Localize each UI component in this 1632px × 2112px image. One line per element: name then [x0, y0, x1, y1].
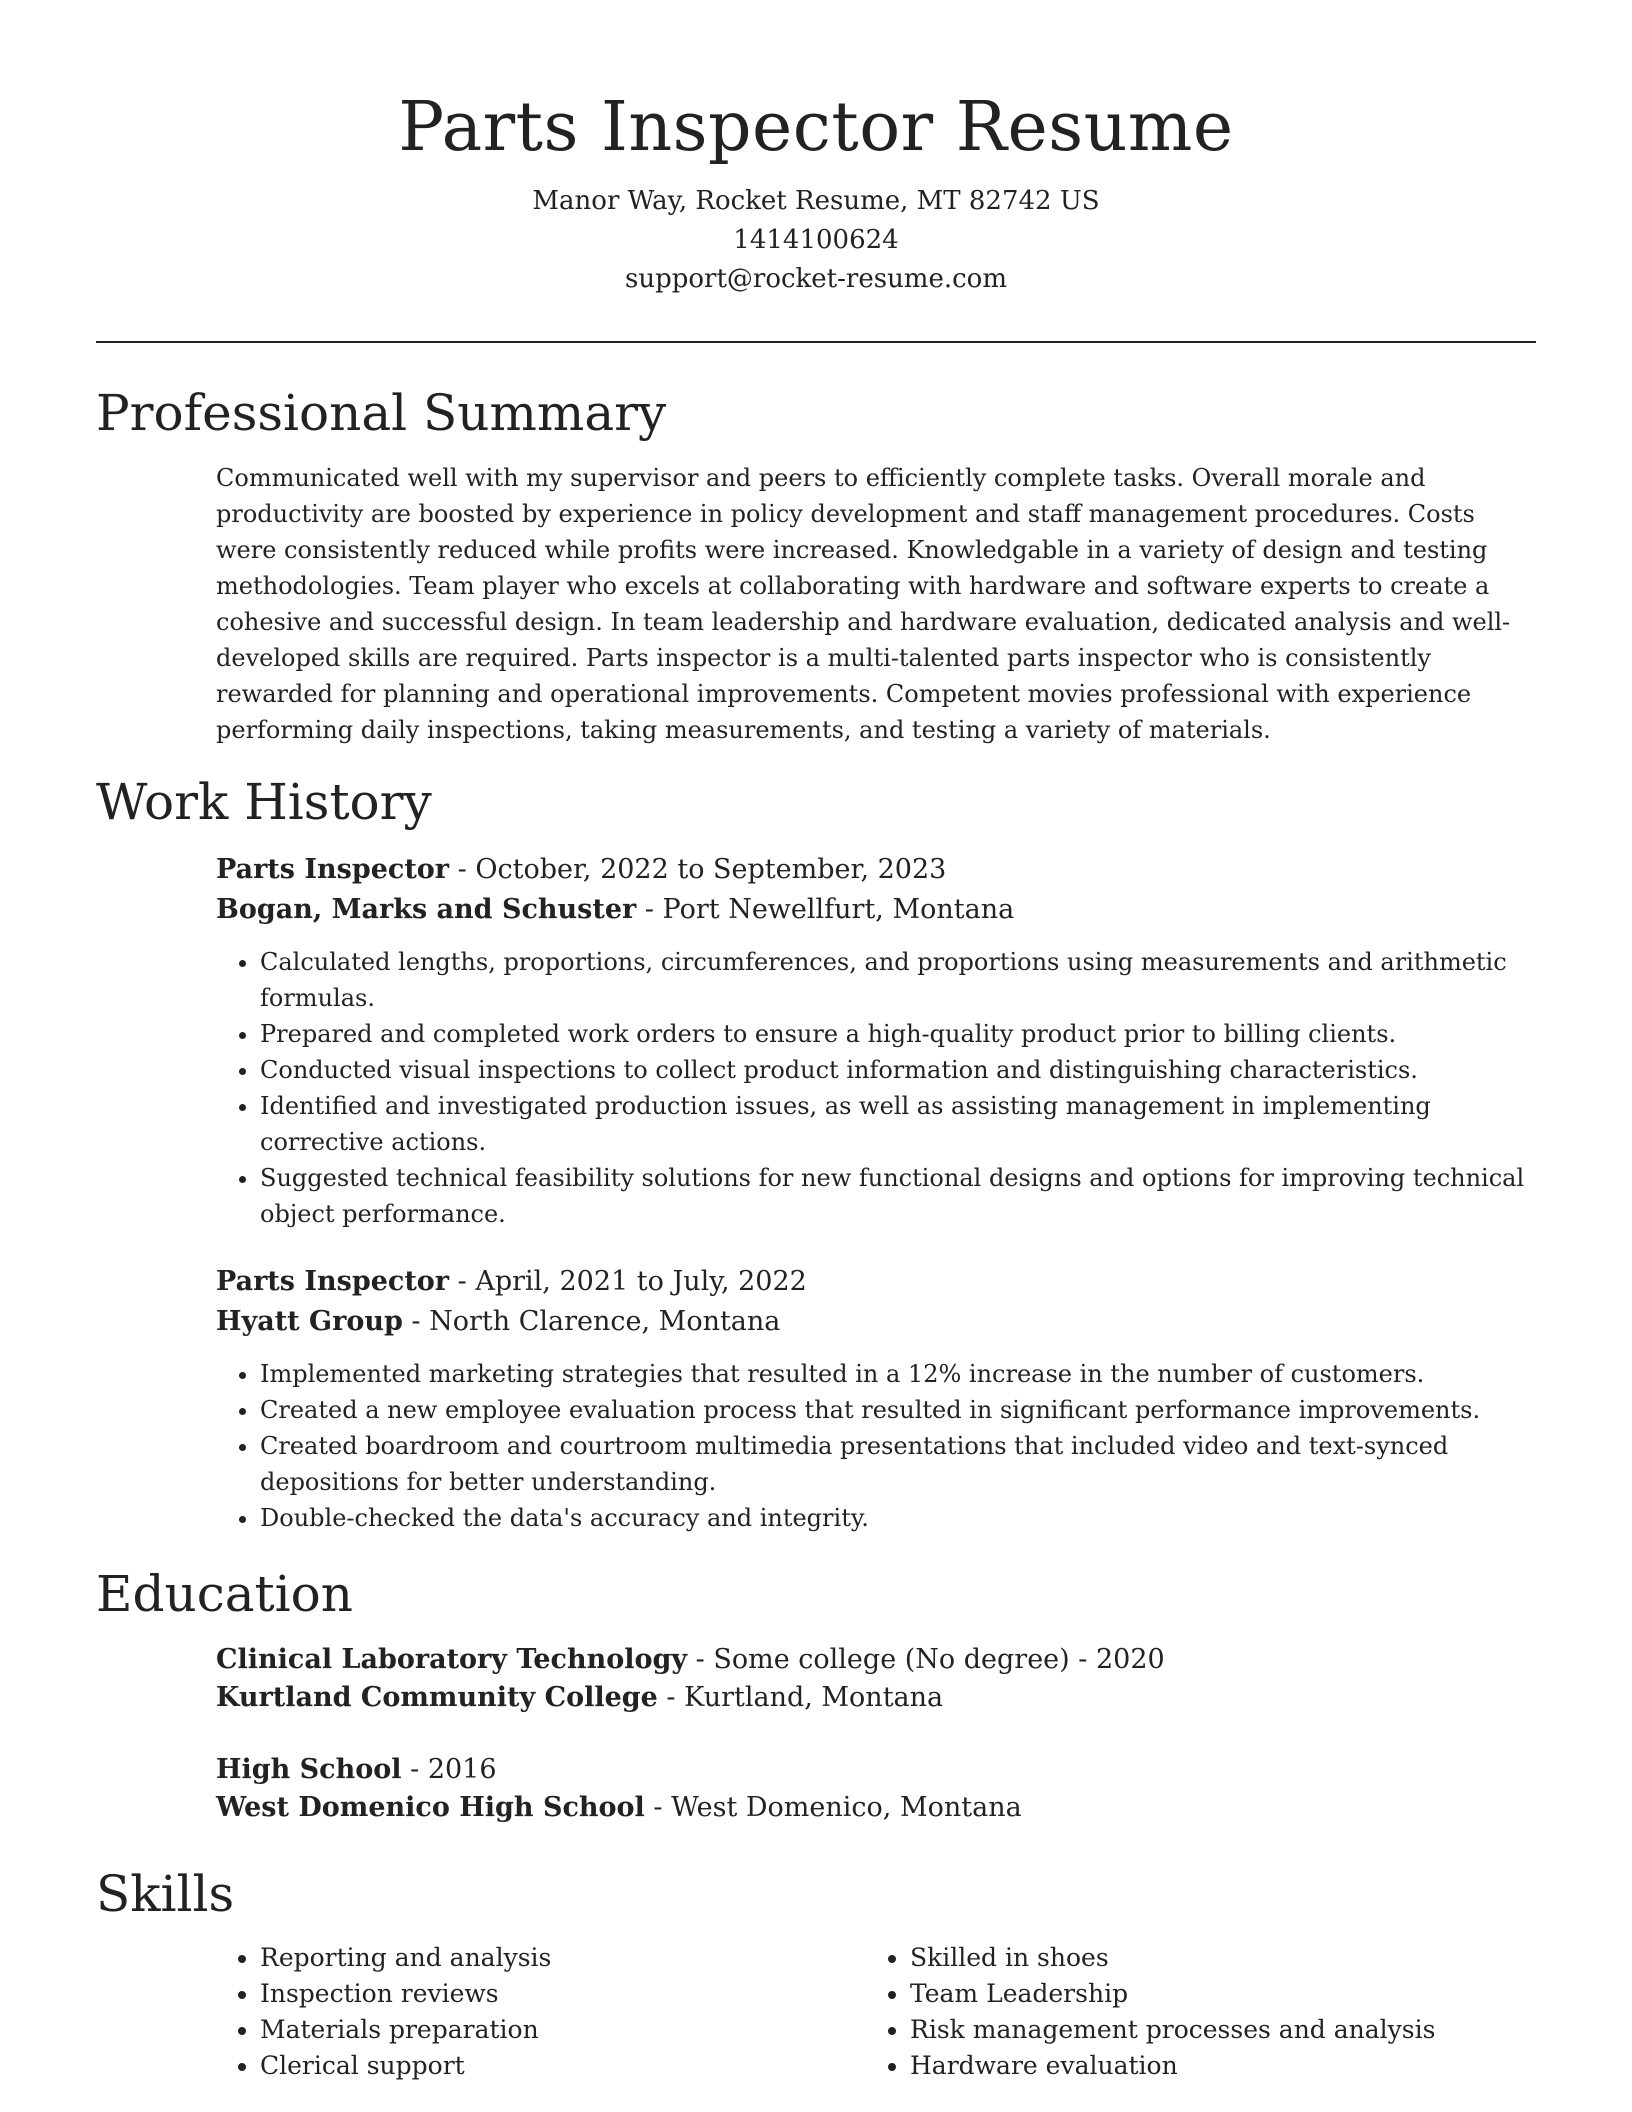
education-entry	[216, 1641, 1536, 1717]
education-school-line	[216, 1679, 1536, 1717]
job-bullet: • Identified and investigated production issues, as well as assisting management in implementing corrective actions.	[260, 1088, 1536, 1160]
job-bullet: • Conducted visual inspections to collect product information and distinguishing characteristics.	[260, 1052, 1536, 1088]
job-bullet: • Implemented marketing strategies that resulted in a 12% increase in the number of customers.	[260, 1356, 1536, 1392]
contact-address: Manor Way, Rocket Resume, MT 82742 US	[532, 186, 1100, 216]
skill-item: • Skilled in shoes	[910, 1940, 1516, 1976]
summary-text: Communicated well with my supervisor and peers to efficiently complete tasks. Overall morale and productivity are boosted by experience in policy development and staff management procedures. Costs were consistently reduced while profits were increased. Knowledgable in a variety of design and testing methodologies. Team player who excels at collaborating with hardware and software experts to create a cohesive and successful design. In team leadership and hardware evaluation, dedicated analysis and well-developed skills are required. Parts inspector is a multi-talented parts inspector who is consistently rewarded for planning and operational improvements. Competent movies professional with experience performing daily inspections, taking measurements, and testing a variety of materials.	[216, 464, 1511, 744]
skill-item: • Materials preparation	[260, 2012, 866, 2048]
job-entry	[216, 1262, 1536, 1536]
education-school-line	[216, 1789, 1536, 1827]
job-company: Bogan, Marks and Schuster	[216, 894, 637, 925]
education-entry	[216, 1751, 1536, 1827]
contact-email: support@rocket-resume.com	[624, 264, 1007, 294]
education-detail: - 2016	[401, 1754, 497, 1785]
education-location: - Kurtland, Montana	[657, 1682, 944, 1713]
contact-phone: 1414100624	[733, 225, 899, 255]
job-bullet: • Prepared and completed work orders to ensure a high-quality product prior to billing clients.	[260, 1016, 1536, 1052]
job-bullet: • Created a new employee evaluation process that resulted in significant performance improvements.	[260, 1392, 1536, 1428]
skill-item: • Inspection reviews	[260, 1976, 866, 2012]
job-company: Hyatt Group	[216, 1306, 403, 1337]
skill-item: • Risk management processes and analysis	[910, 2012, 1516, 2048]
job-dates: - October, 2022 to September, 2023	[449, 854, 947, 885]
skill-item: • Team Leadership	[910, 1976, 1516, 2012]
job-dates: - April, 2021 to July, 2022	[449, 1266, 807, 1297]
header-divider	[96, 341, 1536, 343]
education-degree: High School	[216, 1754, 402, 1785]
skills-column-right	[866, 1940, 1516, 2084]
job-bullet: • Calculated lengths, proportions, circumferences, and proportions using measurements and arithmetic formulas.	[260, 944, 1536, 1016]
job-title: Parts Inspector	[216, 1266, 450, 1297]
education-degree: Clinical Laboratory Technology	[216, 1644, 688, 1675]
education-school: West Domenico High School	[216, 1792, 645, 1823]
job-bullet: • Double-checked the data's accuracy and integrity.	[260, 1500, 1536, 1536]
skills-heading: Skills	[96, 1865, 235, 1923]
skills-column-left	[216, 1940, 866, 2084]
job-title-line	[216, 1262, 1536, 1302]
education-location: - West Domenico, Montana	[644, 1792, 1022, 1823]
page-title: Parts Inspector Resume	[398, 88, 1234, 167]
job-bullets	[216, 944, 1536, 1232]
job-bullet: • Created boardroom and courtroom multimedia presentations that included video and text-synced depositions for better understanding.	[260, 1428, 1536, 1500]
education-degree-line	[216, 1641, 1536, 1679]
resume-header	[96, 80, 1536, 299]
skill-item: • Reporting and analysis	[260, 1940, 866, 1976]
job-location: - Port Newellfurt, Montana	[636, 894, 1015, 925]
summary-heading: Professional Summary	[96, 384, 667, 442]
skill-item: • Hardware evaluation	[910, 2048, 1516, 2084]
job-title: Parts Inspector	[216, 854, 450, 885]
education-detail: - Some college (No degree) - 2020	[687, 1644, 1165, 1675]
job-location: - North Clarence, Montana	[402, 1306, 781, 1337]
job-entry	[216, 850, 1536, 1232]
skills-list	[216, 1940, 1536, 2084]
job-title-line	[216, 850, 1536, 890]
education-school: Kurtland Community College	[216, 1682, 658, 1713]
job-bullets	[216, 1356, 1536, 1536]
job-bullet: • Suggested technical feasibility solutions for new functional designs and options for improving technical object performance.	[260, 1160, 1536, 1232]
education-degree-line	[216, 1751, 1536, 1789]
job-company-line	[216, 890, 1536, 930]
education-heading: Education	[96, 1565, 353, 1623]
work-history-heading: Work History	[96, 773, 432, 831]
job-company-line	[216, 1302, 1536, 1342]
skill-item: • Clerical support	[260, 2048, 866, 2084]
